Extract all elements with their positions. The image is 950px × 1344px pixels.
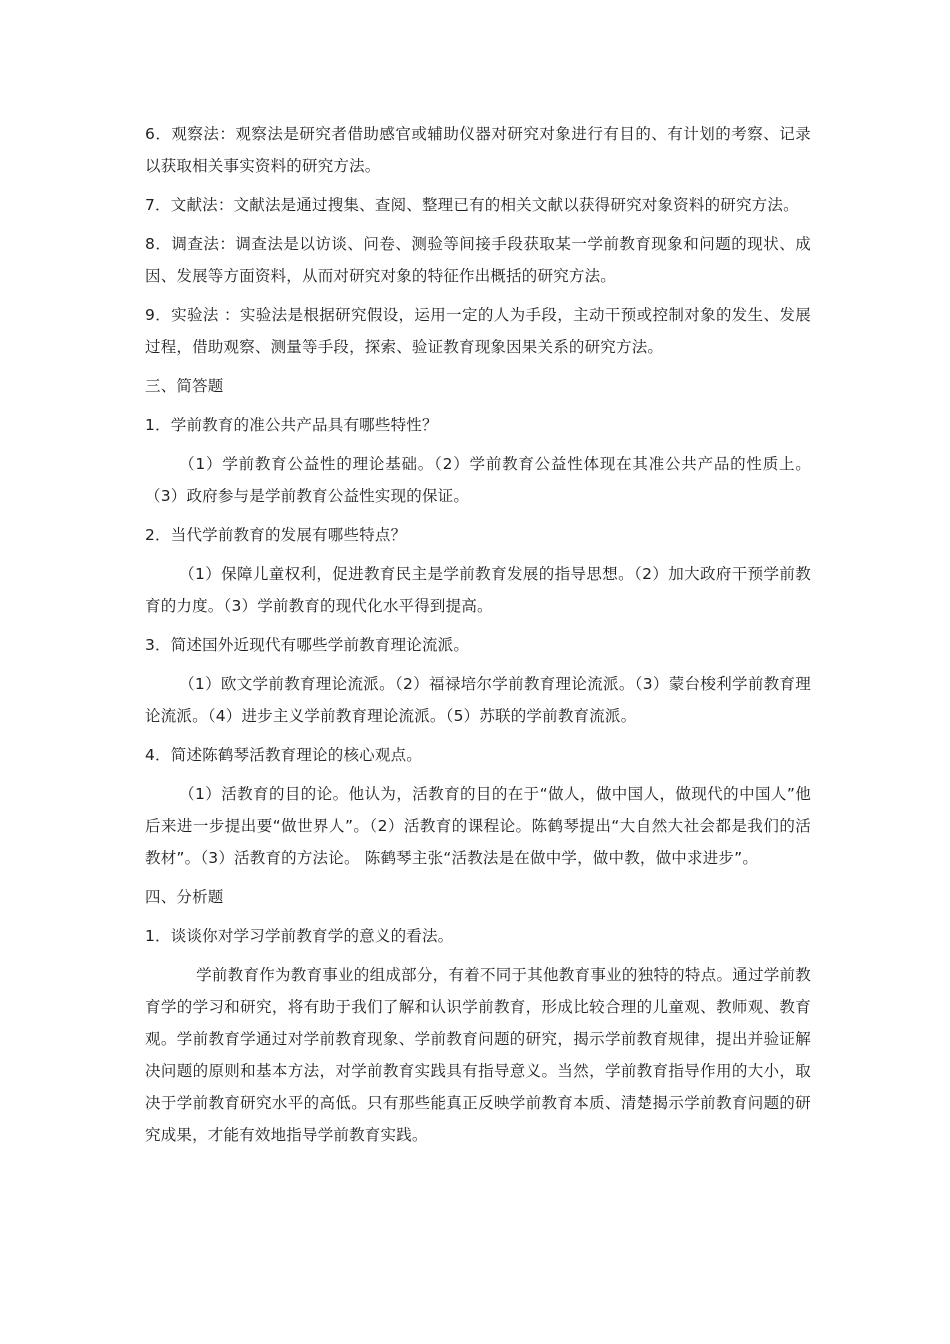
definition-observation: 6．观察法：观察法是研究者借助感官或辅助仪器对研究对象进行有目的、有计划的考察、记录以获取相关事实资料的研究方法。 [145, 125, 811, 175]
definition-survey: 8．调查法：调查法是以访谈、问卷、测验等间接手段获取某一学前教育现象和问题的现状、成因、发展等方面资料，从而对研究对象的特征作出概括的研究方法。 [145, 235, 811, 285]
question-1: 1．学前教育的准公共产品具有哪些特性？ [145, 416, 438, 434]
question-3: 3．简述国外近现代有哪些学前教育理论流派。 [145, 636, 470, 654]
answer-4: （1）活教育的目的论。他认为，活教育的目的在于“做人，做中国人，做现代的中国人”他后来进一步提出要“做世界人”。（2）活教育的课程论。陈鹤琴提出“大自然大社会都是我们的活教材”。（3）活教育的方法论。 陈鹤琴主张“活教法是在做中学，做中教，做中求进步”。 [145, 785, 811, 867]
question-2: 2．当代学前教育的发展有哪些特点？ [145, 526, 407, 544]
definition-literature: 7．文献法：文献法是通过搜集、查阅、整理已有的相关文献以获得研究对象资料的研究方法。 [145, 196, 799, 214]
section-heading-analysis: 四、分析题 [145, 888, 224, 906]
answer-3: （1）欧文学前教育理论流派。（2）福禄培尔学前教育理论流派。（3）蒙台梭利学前教育理论流派。（4）进步主义学前教育理论流派。（5）苏联的学前教育流派。 [145, 675, 811, 725]
section-heading-short-answer: 三、简答题 [145, 377, 224, 395]
answer-2: （1）保障儿童权利，促进教育民主是学前教育发展的指导思想。（2）加大政府干预学前教育的力度。（3）学前教育的现代化水平得到提高。 [145, 565, 811, 615]
document-body [145, 118, 811, 1158]
definition-experiment: 9．实验法 ：实验法是根据研究假设，运用一定的人为手段，主动干预或控制对象的发生、发展过程，借助观察、测量等手段，探索、验证教育现象因果关系的研究方法。 [145, 306, 811, 356]
answer-1: （1）学前教育公益性的理论基础。（2）学前教育公益性体现在其准公共产品的性质上。（3）政府参与是学前教育公益性实现的保证。 [145, 455, 811, 505]
question-4: 4．简述陈鹤琴活教育理论的核心观点。 [145, 746, 422, 764]
analysis-question-1: 1．谈谈你对学习学前教育学的意义的看法。 [145, 927, 454, 945]
analysis-answer-1: 学前教育作为教育事业的组成部分，有着不同于其他教育事业的独特的特点。通过学前教育学的学习和研究，将有助于我们了解和认识学前教育，形成比较合理的儿童观、教师观、教育观。学前教育学通过对学前教育现象、学前教育问题的研究，揭示学前教育规律，提出并验证解决问题的原则和基本方法，对学前教育实践具有指导意义。当然，学前教育指导作用的大小，取决于学前教育研究水平的高低。只有那些能真正反映学前教育本质、清楚揭示学前教育问题的研究成果，才能有效地指导学前教育实践。 [145, 966, 811, 1144]
